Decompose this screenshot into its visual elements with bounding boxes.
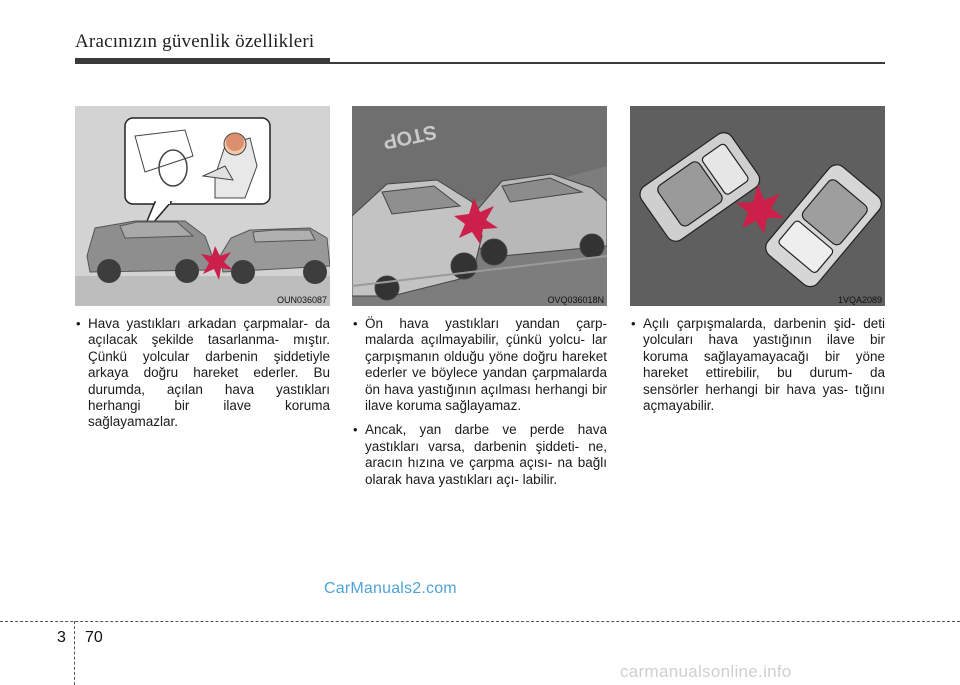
header-rule-thick — [75, 58, 330, 64]
site-watermark: carmanualsonline.info — [620, 662, 792, 681]
angled-collision-illustration — [630, 106, 885, 306]
column-2 — [352, 106, 607, 496]
rear-collision-illustration — [75, 106, 330, 306]
bullet-item: • Hava yastıkları arkadan çarpmalar- da açılacak şekilde tasarlanma- mıştır. Çünkü yolcular darbenin şiddetiyle arkaya doğru hareket ederler. Bu durumda, açılan hava yastıkları herhangi bir ilave koruma sağlayamazlar. — [75, 316, 330, 431]
footer-rule — [0, 621, 960, 622]
section-number: 3 — [57, 629, 66, 646]
bullet-list — [352, 316, 607, 488]
page-header-title: Aracınızın güvenlik özellikleri — [75, 31, 315, 52]
column-3 — [630, 106, 885, 422]
figure-code: OUN036087 — [276, 295, 327, 305]
road-stop-text: STOP — [381, 120, 439, 153]
column-1 — [75, 106, 330, 439]
bullet-item: • Ön hava yastıkları yandan çarp- malarda açılmayabilir, çünkü yolcu- lar çarpışmanın olduğu yöne doğru hareket ederler ve böylece yandan çarpmalarda ön hava yastığının açılması herhangi bir ilave koruma sağlayamaz. — [352, 316, 607, 414]
header-rule-thin — [330, 62, 885, 64]
bullet-item: • Açılı çarpışmalarda, darbenin şid- deti yolcuları hava yastığının ilave bir koruma sağlayamayacağı bir yöne hareket ettirebilir, bu durum- da sensörler herhangi bir hava yas- tığını açmayabilir. — [630, 316, 885, 414]
figure-side-collision — [352, 106, 607, 306]
side-collision-illustration — [352, 106, 607, 306]
bullet-item: • Ancak, yan darbe ve perde hava yastıkları varsa, darbenin şiddeti- ne, aracın hızına ve çarpma açısı- na bağlı olarak hava yastıkları açı- labilir. — [352, 422, 607, 488]
figure-code: 1VQA2089 — [837, 295, 882, 305]
figure-angled-collision — [630, 106, 885, 306]
figure-code: OVQ036018N — [547, 295, 604, 305]
carmanuals-watermark[interactable]: CarManuals2.com — [324, 580, 457, 597]
bullet-list — [75, 316, 330, 431]
footer-divider — [74, 621, 75, 685]
figure-rear-collision — [75, 106, 330, 306]
bullet-list — [630, 316, 885, 414]
page-number: 70 — [85, 629, 103, 646]
